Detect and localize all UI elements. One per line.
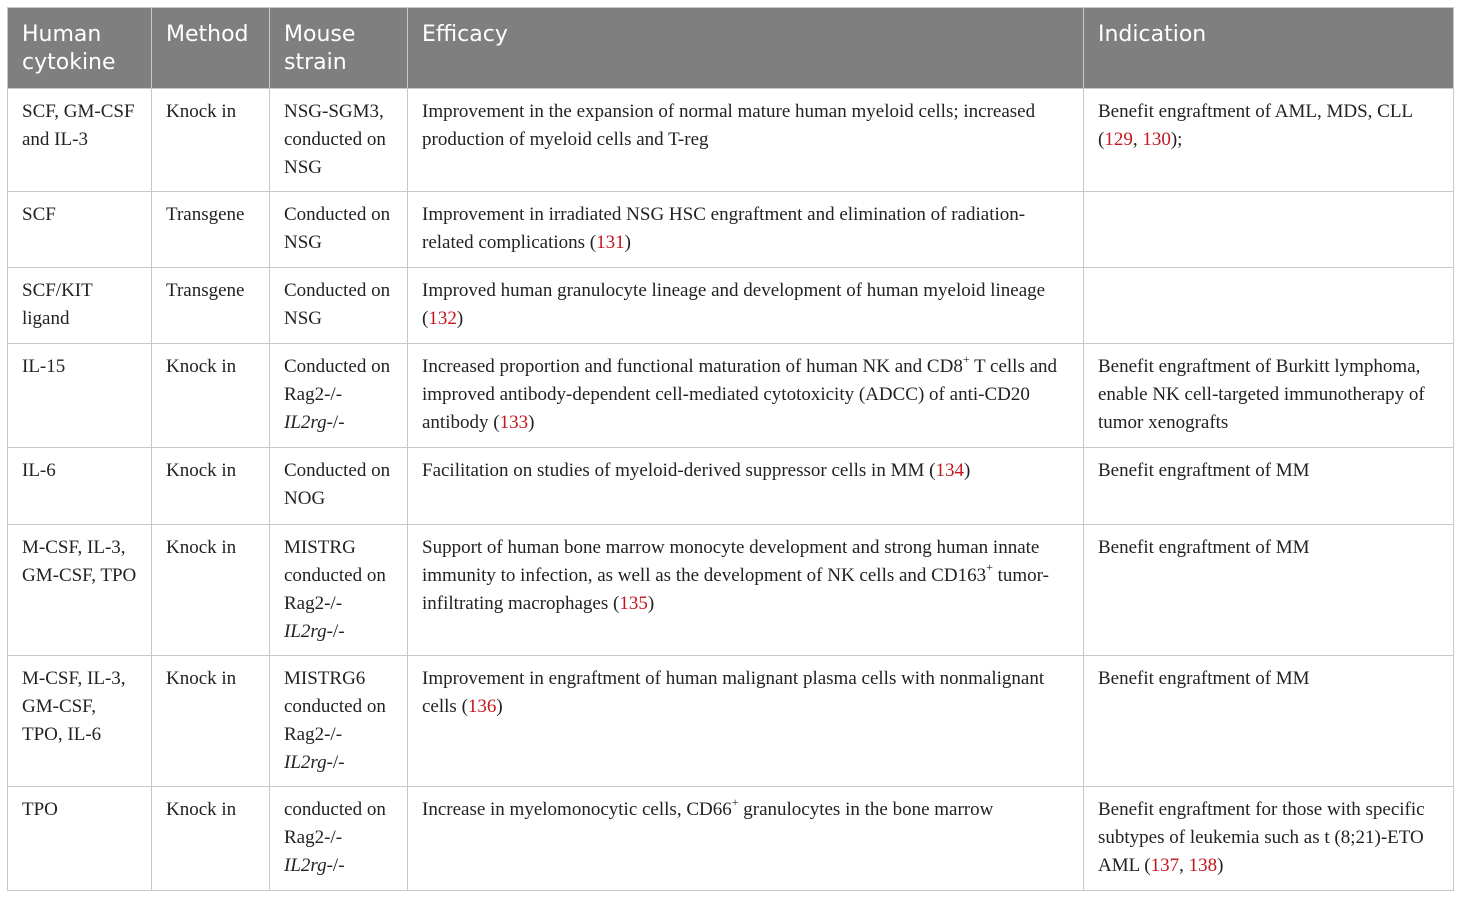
cell-text: ) bbox=[1217, 854, 1224, 876]
cell-text: ); bbox=[1170, 129, 1183, 150]
cell-text: ) bbox=[456, 308, 464, 330]
cell-text: -/- bbox=[326, 620, 345, 642]
cell-text: Increased proportion and functional maturation of human NK and CD8 bbox=[422, 356, 963, 378]
italic-text: IL2rg bbox=[284, 854, 327, 876]
cell-method: Knock in bbox=[152, 786, 270, 890]
cell-indication bbox=[1084, 655, 1454, 786]
cell-text: conducted on Rag2-/- bbox=[284, 798, 386, 848]
superscript-text: + bbox=[986, 560, 993, 575]
cell-text: , bbox=[1179, 854, 1189, 876]
cell-mouse-strain bbox=[270, 268, 408, 344]
superscript-text: + bbox=[731, 794, 739, 809]
cell-text: Improvement in the expansion of normal mature human myeloid cells; increased production of myeloid cells and T-reg bbox=[422, 101, 1036, 150]
reference-link[interactable]: 133 bbox=[499, 412, 529, 434]
reference-link[interactable]: 129 bbox=[1104, 129, 1133, 150]
cell-text: Conducted on NSG bbox=[284, 280, 391, 330]
cell-text: -/- bbox=[326, 854, 345, 876]
cell-mouse-strain bbox=[270, 344, 408, 448]
header-human-cytokine: Human cytokine bbox=[8, 8, 152, 89]
reference-link[interactable]: 137 bbox=[1150, 854, 1180, 876]
cell-text: Benefit engraftment of AML, MDS, CLL ( bbox=[1098, 101, 1413, 150]
cell-text: Benefit engraftment of MM bbox=[1098, 536, 1310, 558]
cell-human-cytokine: SCF bbox=[8, 192, 152, 268]
cell-text: Benefit engraftment of MM bbox=[1098, 667, 1310, 689]
cell-text: ) bbox=[624, 232, 631, 254]
table-row bbox=[8, 89, 1454, 192]
cell-method: Knock in bbox=[152, 448, 270, 524]
cell-mouse-strain bbox=[270, 192, 408, 268]
cell-human-cytokine: M-CSF, IL-3, GM-CSF, TPO, IL-6 bbox=[8, 655, 152, 786]
cell-text: Benefit engraftment of Burkitt lymphoma, enable NK cell-targeted immunotherapy of tumor xenografts bbox=[1098, 356, 1425, 434]
reference-link[interactable]: 134 bbox=[935, 460, 964, 482]
cell-method: Knock in bbox=[152, 655, 270, 786]
reference-link[interactable]: 135 bbox=[619, 592, 648, 614]
italic-text: IL2rg bbox=[284, 751, 327, 773]
table-row bbox=[8, 655, 1454, 786]
cell-mouse-strain bbox=[270, 655, 408, 786]
cell-text: Conducted on NSG bbox=[284, 204, 391, 254]
header-indication: Indication bbox=[1084, 8, 1454, 89]
reference-link[interactable]: 131 bbox=[596, 232, 625, 254]
cell-mouse-strain bbox=[270, 524, 408, 655]
cell-text: Conducted on Rag2-/- bbox=[284, 356, 391, 406]
cell-text: -/- bbox=[326, 751, 345, 773]
cell-text: NSG-SGM3, conducted on NSG bbox=[284, 101, 386, 178]
cell-mouse-strain bbox=[270, 89, 408, 192]
cell-text: ) bbox=[528, 412, 535, 434]
cell-text: ) bbox=[647, 592, 655, 614]
superscript-text: + bbox=[962, 351, 970, 366]
cell-efficacy bbox=[408, 268, 1084, 344]
cell-method: Knock in bbox=[152, 89, 270, 192]
cell-method: Knock in bbox=[152, 524, 270, 655]
header-mouse-strain: Mouse strain bbox=[270, 8, 408, 89]
cell-mouse-strain bbox=[270, 786, 408, 890]
cell-text: MISTRG6 conducted on Rag2-/- bbox=[284, 667, 386, 745]
reference-link[interactable]: 130 bbox=[1142, 129, 1171, 150]
table-row bbox=[8, 192, 1454, 268]
cell-text: Improvement in irradiated NSG HSC engraftment and elimination of radiation-related complications ( bbox=[422, 204, 1026, 254]
cell-human-cytokine: SCF, GM-CSF and IL-3 bbox=[8, 89, 152, 192]
cell-text: Conducted on NOG bbox=[284, 460, 391, 510]
italic-text: IL2rg bbox=[284, 620, 327, 642]
table-body bbox=[8, 89, 1454, 891]
header-method: Method bbox=[152, 8, 270, 89]
cell-human-cytokine: M-CSF, IL-3, GM-CSF, TPO bbox=[8, 524, 152, 655]
cell-human-cytokine: SCF/KIT ligand bbox=[8, 268, 152, 344]
cell-text: , bbox=[1132, 129, 1143, 150]
header-efficacy: Efficacy bbox=[408, 8, 1084, 89]
cell-text: MISTRG conducted on Rag2-/- bbox=[284, 536, 386, 614]
cell-method: Knock in bbox=[152, 344, 270, 448]
cell-efficacy bbox=[408, 655, 1084, 786]
cell-text: ) bbox=[496, 695, 503, 717]
reference-link[interactable]: 136 bbox=[467, 695, 497, 717]
header-row bbox=[8, 8, 1454, 89]
cell-indication bbox=[1084, 89, 1454, 192]
cell-human-cytokine: IL-15 bbox=[8, 344, 152, 448]
cell-text: Improved human granulocyte lineage and development of human myeloid lineage ( bbox=[422, 280, 1046, 330]
reference-link[interactable]: 132 bbox=[428, 308, 457, 330]
cell-human-cytokine: TPO bbox=[8, 786, 152, 890]
cytokine-mouse-models-table bbox=[7, 7, 1454, 891]
cell-text: tumor-infiltrating macrophages ( bbox=[422, 564, 1049, 614]
cell-text: Benefit engraftment of MM bbox=[1098, 460, 1310, 482]
cell-text: -/- bbox=[326, 412, 345, 434]
cell-efficacy bbox=[408, 344, 1084, 448]
cell-method: Transgene bbox=[152, 268, 270, 344]
reference-link[interactable]: 138 bbox=[1188, 854, 1218, 876]
italic-text: IL2rg bbox=[284, 412, 327, 434]
cell-efficacy bbox=[408, 89, 1084, 192]
cell-text: Increase in myelomonocytic cells, CD66 bbox=[422, 798, 732, 820]
cell-efficacy bbox=[408, 524, 1084, 655]
cell-method: Transgene bbox=[152, 192, 270, 268]
cell-efficacy bbox=[408, 786, 1084, 890]
cell-indication bbox=[1084, 268, 1454, 344]
cell-indication bbox=[1084, 786, 1454, 890]
table-row bbox=[8, 344, 1454, 448]
cell-text: ) bbox=[963, 460, 971, 482]
cell-text: Improvement in engraftment of human malignant plasma cells with nonmalignant cells ( bbox=[422, 667, 1045, 717]
table-row bbox=[8, 268, 1454, 344]
cell-text: Benefit engraftment for those with specific subtypes of leukemia such as t (8;21)-ETO AML ( bbox=[1098, 798, 1425, 876]
cell-indication bbox=[1084, 192, 1454, 268]
cell-efficacy bbox=[408, 192, 1084, 268]
table-row bbox=[8, 448, 1454, 524]
cell-mouse-strain bbox=[270, 448, 408, 524]
table-row bbox=[8, 786, 1454, 890]
cell-indication bbox=[1084, 524, 1454, 655]
cell-text: T cells and improved antibody-dependent cell-mediated cytotoxicity (ADCC) of anti-CD20 antibody ( bbox=[422, 356, 1058, 434]
table-row bbox=[8, 524, 1454, 655]
cell-efficacy bbox=[408, 448, 1084, 524]
cell-text: Support of human bone marrow monocyte development and strong human innate immunity to infection, as well as the development of NK cells and CD163 bbox=[422, 536, 1040, 586]
cell-indication bbox=[1084, 344, 1454, 448]
cell-text: Facilitation on studies of myeloid-derived suppressor cells in MM ( bbox=[422, 460, 936, 482]
cell-human-cytokine: IL-6 bbox=[8, 448, 152, 524]
cell-indication bbox=[1084, 448, 1454, 524]
cell-text: granulocytes in the bone marrow bbox=[738, 798, 994, 820]
